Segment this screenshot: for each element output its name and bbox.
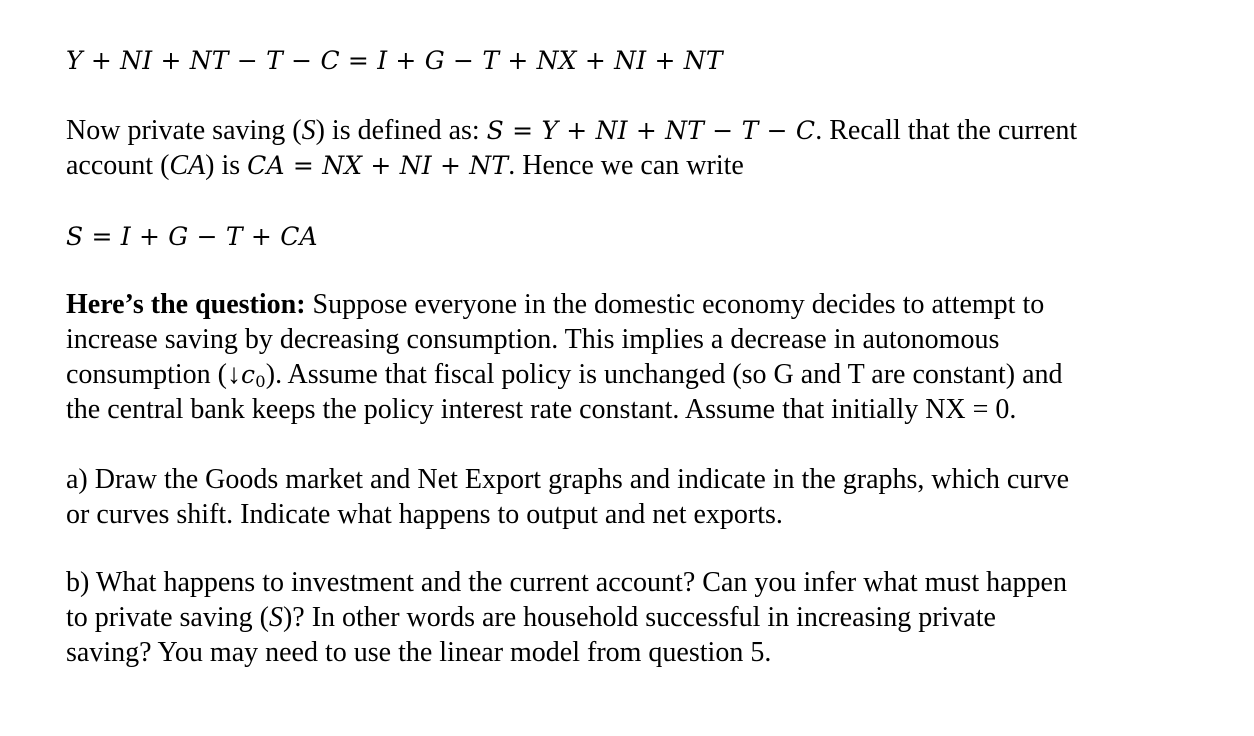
text: Now private saving ( bbox=[66, 115, 302, 146]
subscript-0: 0 bbox=[255, 372, 266, 392]
text: ). Assume that fiscal policy is unchanged (so G and T are constant) and bbox=[265, 359, 1063, 390]
text: account ( bbox=[66, 150, 170, 181]
question-line-2: increase saving by decreasing consumption. This implies a decrease in autonomous bbox=[66, 324, 1000, 355]
symbol-S: S bbox=[301, 115, 316, 146]
part-b-line-3: saving? You may need to use the linear model from question 5. bbox=[66, 637, 772, 668]
question-line-1 bbox=[66, 287, 1044, 322]
part-b-line-2 bbox=[66, 600, 996, 635]
text: consumption (↓ bbox=[66, 359, 241, 390]
text: Suppose everyone in the domestic economy decides to attempt to bbox=[305, 289, 1045, 320]
question-heading: Here’s the question: bbox=[66, 289, 306, 320]
symbol-S: S bbox=[268, 602, 283, 633]
text: )? In other words are household successful in increasing private bbox=[282, 602, 996, 633]
text: ) is bbox=[205, 150, 248, 181]
equation-income-identity: Y + NI + NT − T − C = I + G − T + NX + NI + NT bbox=[66, 46, 723, 75]
symbol-CA: CA bbox=[169, 150, 206, 181]
question-line-4: the central bank keeps the policy interest rate constant. Assume that initially NX = 0. bbox=[66, 394, 1017, 425]
text: . Hence we can write bbox=[508, 150, 744, 181]
text: ) is defined as: bbox=[315, 115, 487, 146]
text: . Recall that the current bbox=[815, 115, 1078, 146]
equation-private-saving: S = Y + NI + NT − T − C bbox=[486, 116, 816, 145]
part-b-line-1: b) What happens to investment and the current account? Can you infer what must happen bbox=[66, 567, 1067, 598]
paragraph-saving-definition-line-1 bbox=[66, 113, 1077, 148]
equation-saving-identity: S = I + G − T + CA bbox=[66, 222, 318, 251]
text: to private saving ( bbox=[66, 602, 269, 633]
symbol-c0 bbox=[241, 360, 266, 392]
paragraph-saving-definition-line-2 bbox=[66, 148, 744, 183]
equation-current-account: CA = NX + NI + NT bbox=[247, 151, 509, 180]
symbol-c: c bbox=[241, 360, 256, 389]
part-a-line-2: or curves shift. Indicate what happens to output and net exports. bbox=[66, 499, 783, 530]
part-a-line-1: a) Draw the Goods market and Net Export graphs and indicate in the graphs, which curve bbox=[66, 464, 1070, 495]
